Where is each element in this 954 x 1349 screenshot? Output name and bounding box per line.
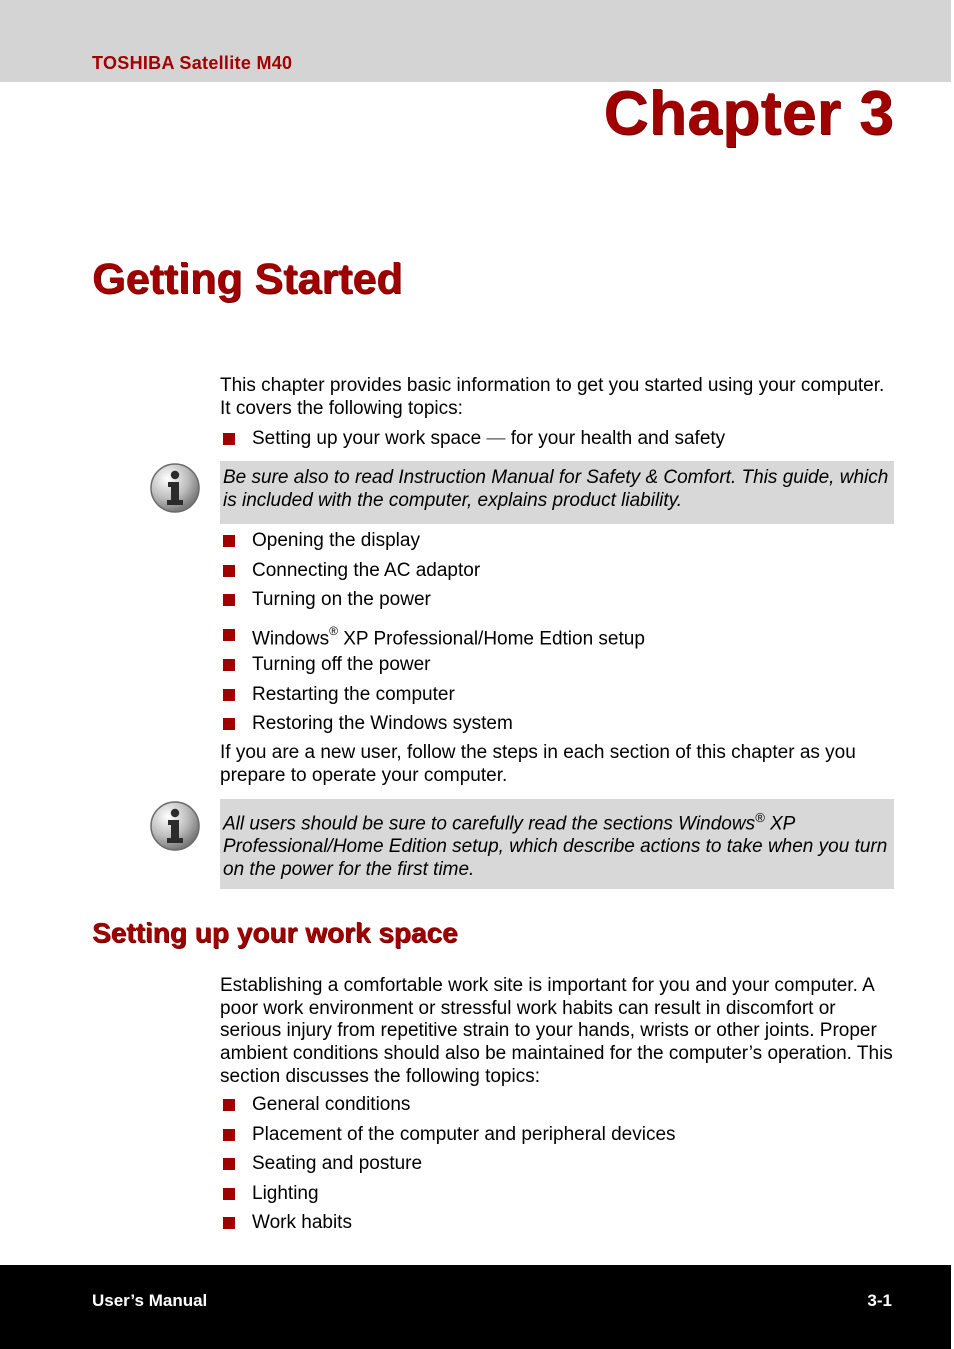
list-item (220, 530, 480, 560)
bullet-icon (223, 689, 235, 701)
topic-list-windows (220, 622, 645, 652)
list-item-label: Windows (252, 628, 330, 650)
list-item (220, 1183, 676, 1213)
bullet-icon (223, 1158, 235, 1170)
page-title: Getting Started (92, 255, 403, 303)
note-box (220, 799, 894, 889)
section-paragraph: Establishing a comfortable work site is important for you and your computer. A poor work environment or stressful work habits can result in discomfort or serious injury from repetitive strain to your hands, wrists or other joints. Proper ambient conditions should also be maintained for the computer’s operation. This section discusses the following topics: (220, 975, 893, 1087)
bullet-icon (223, 1099, 235, 1111)
bullet-icon (223, 433, 235, 445)
note-text: Be sure also to read Instruction Manual for Safety & Comfort. This guide, which is included with the computer, explains product liability. (223, 467, 889, 511)
list-item-label: Work habits (252, 1212, 352, 1234)
list-item (220, 1153, 676, 1183)
bullet-icon (223, 1217, 235, 1229)
bullet-icon (223, 659, 235, 671)
list-item-label: Turning off the power (252, 654, 431, 675)
list-item-label: XP Professional/Home Edtion setup (337, 628, 645, 650)
list-item (220, 684, 513, 714)
bullet-icon (223, 629, 235, 641)
topic-list (220, 530, 480, 619)
list-item-label: Connecting the AC adaptor (252, 559, 481, 581)
list-item-label: Setting up your work space (252, 428, 482, 449)
info-icon (149, 800, 201, 852)
bullet-icon (223, 1129, 235, 1141)
em-dash: — (486, 428, 506, 449)
list-item-label: Restarting the computer (252, 683, 455, 705)
note-box (220, 461, 894, 524)
page-number: 3-1 (867, 1291, 892, 1310)
section-heading: Setting up your work space (92, 917, 458, 948)
section-topic-list (220, 1094, 676, 1242)
list-item-label: Placement of the computer and peripheral devices (252, 1123, 676, 1145)
bullet-icon (223, 594, 235, 606)
intro-paragraph: This chapter provides basic information to get you started using your computer. It covers the following topics: (220, 375, 885, 419)
note-text-part: All users should be sure to carefully read the sections Windows (223, 813, 756, 835)
bullet-icon (223, 565, 235, 577)
registered-mark: ® (329, 624, 338, 638)
topic-list-first (220, 428, 725, 458)
list-item-label: Lighting (252, 1182, 319, 1204)
list-item (220, 713, 513, 743)
list-item-label: General conditions (252, 1094, 411, 1115)
list-item (220, 1094, 676, 1124)
registered-mark: ® (755, 810, 765, 825)
list-item-label: Turning on the power (252, 589, 431, 611)
footer-manual-label: User’s Manual (92, 1291, 208, 1310)
list-item-label: Restoring the Windows system (252, 713, 513, 735)
list-item (220, 1124, 676, 1154)
topic-list-more (220, 654, 513, 743)
list-item (220, 589, 480, 619)
list-item-label: Seating and posture (252, 1153, 423, 1175)
info-icon (149, 462, 201, 514)
list-item (220, 654, 513, 684)
bullet-icon (223, 718, 235, 730)
list-item (220, 1212, 676, 1242)
brand-title: TOSHIBA Satellite M40 (92, 53, 293, 73)
new-user-paragraph: If you are a new user, follow the steps in each section of this chapter as you prepare to operate your computer. (220, 742, 856, 786)
note-text (220, 799, 894, 881)
list-item-label: for your health and safety (510, 428, 726, 449)
list-item-label: Opening the display (252, 530, 420, 551)
list-item (220, 428, 725, 458)
list-item (220, 560, 480, 590)
list-item (220, 622, 645, 652)
chapter-heading: Chapter 3 (603, 79, 894, 148)
bullet-icon (223, 535, 235, 547)
note-text-part: XP Professional/Home Edition setup, which describe actions to take when you turn on the power for the first time. (223, 813, 888, 880)
bullet-icon (223, 1188, 235, 1200)
